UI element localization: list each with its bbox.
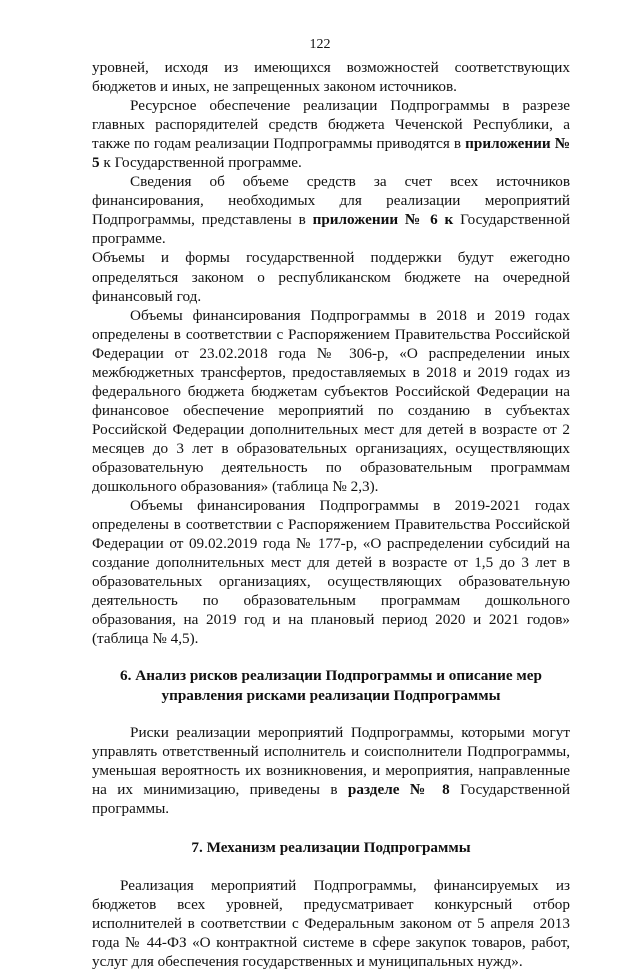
paragraph-7-text: Риски реализации мероприятий Подпрограммы, которыми могут управлять ответственный исполнитель и соисполнители Подпрограммы, уменьшая вероятность их возникновения, и мероприятия, направленные на их минимизацию, приведены в — [92, 723, 570, 798]
paragraph-1: уровней, исходя из имеющихся возможностей соответствующих бюджетов и иных, не запрещенных законом источников. — [92, 59, 570, 96]
paragraph-4: Объемы и формы государственной поддержки будут ежегодно определяться законом о республиканском бюджете на очередной финансовый год. — [92, 249, 570, 305]
paragraph-2-tail: к Государственной программе. — [99, 154, 302, 172]
paragraph-7-bold: разделе № 8 — [347, 780, 450, 798]
paragraph-3 — [92, 172, 570, 248]
body-text — [92, 58, 570, 971]
paragraph-2-text: Ресурсное обеспечение реализации Подпрограммы в разрезе главных распорядителей средств бюджета Чеченской Республики, а также по годам реализации Подпрограммы приводятся в — [92, 97, 570, 153]
paragraph-5: Объемы финансирования Подпрограммы в 2018 и 2019 годах определены в соответствии с Распоряжением Правительства Российской Федерации от 23.02.2018 года № 306-р, «О распределении иных межбюджетных трансфертов, предоставляемых в 2018 и 2019 годах из федерального бюджета бюджетам субъектов Российской Федерации на финансовое обеспечение мероприятий по созданию в субъектах Российской Федерации дополнительных мест для детей в возрасте от 2 месяцев до 3 лет в образовательных организациях, осуществляющих образовательную деятельность по образовательным программам дошкольного образования» (таблица № 2,3). — [92, 306, 570, 496]
paragraph-8: Реализация мероприятий Подпрограммы, финансируемых из бюджетов всех уровней, предусматривает конкурсный отбор исполнителей в соответствии с Федеральным законом от 5 апреля 2013 года № 44-ФЗ «О контрактной системе в сфере закупок товаров, работ, услуг для обеспечения государственных и муниципальных нужд». — [92, 876, 570, 971]
section-6-heading-line-1: 6. Анализ рисков реализации Подпрограммы и описание мер — [120, 667, 542, 685]
paragraph-7 — [92, 723, 570, 818]
paragraph-2 — [92, 96, 570, 172]
paragraph-7-tail: Государственной программы. — [92, 780, 570, 817]
section-6-heading — [92, 666, 570, 704]
page-number: 122 — [309, 37, 331, 52]
paragraph-2-bold: приложении № 5 — [92, 135, 570, 172]
paragraph-6: Объемы финансирования Подпрограммы в 2019-2021 годах определены в соответствии с Распоряжением Правительства Российской Федерации от 09.02.2019 года № 177-р, «О распределении субсидий на создание дополнительных мест для детей в возрасте от 1,5 до 3 лет в образовательных организациях, осуществляющих образовательную деятельность по образовательным программам дошкольного образования, на 2019 год и на плановый период 2020 и 2021 годов» (таблица № 4,5). — [92, 497, 570, 648]
paragraph-3-bold: приложении № 6 к — [312, 211, 454, 229]
section-6-heading-line-2: управления рисками реализации Подпрограммы — [161, 686, 501, 704]
paragraph-3-tail: Государственной программе. — [92, 211, 570, 248]
section-7-heading: 7. Механизм реализации Подпрограммы — [191, 838, 471, 856]
paragraph-3-text: Сведения об объеме средств за счет всех источников финансирования, необходимых для реализации мероприятий Подпрограммы, представлены в — [92, 173, 570, 229]
